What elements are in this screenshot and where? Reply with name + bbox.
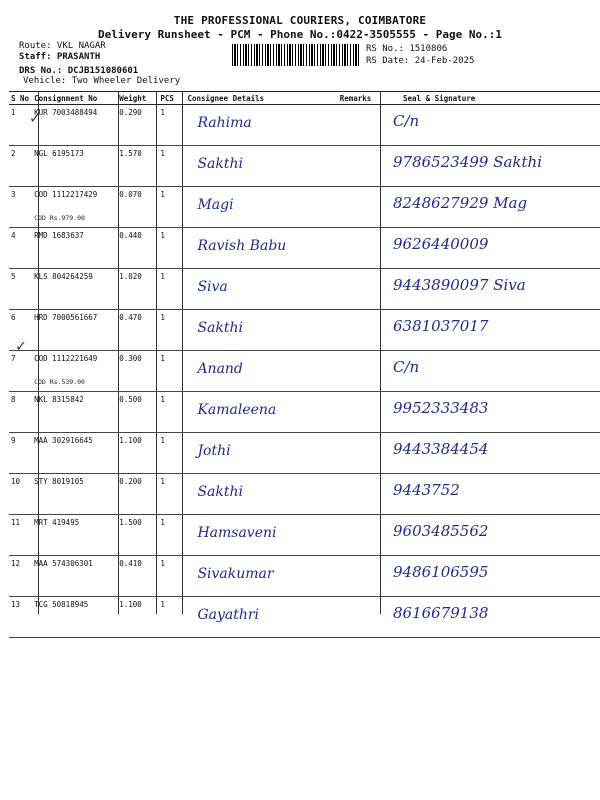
pcs-value: 1 [158, 474, 185, 515]
consignee-details [185, 556, 337, 597]
table-header-row [9, 92, 600, 105]
col-consignee: Consignee Details [185, 92, 337, 105]
row-sno: 4 [9, 228, 32, 269]
weight-value: 1.570 [117, 146, 158, 187]
handwritten-name: Rahima [197, 115, 252, 131]
remarks-cell [338, 146, 381, 187]
remarks-cell [338, 310, 381, 351]
row-sno: 6 [9, 310, 32, 351]
rs-date: RS Date: 24-Feb-2025 [366, 56, 475, 66]
row-sno: 7 [9, 351, 32, 392]
row-sno: 13 [9, 597, 32, 638]
col-seal: Seal & Signature [381, 92, 600, 105]
remarks-cell [338, 474, 381, 515]
pcs-value: 1 [158, 187, 185, 228]
weight-value: 1.100 [117, 597, 158, 638]
weight-value: 1.500 [117, 515, 158, 556]
seal-signature [381, 187, 600, 228]
consignee-details [185, 474, 337, 515]
consignee-details [185, 187, 337, 228]
weight-value: 1.100 [117, 433, 158, 474]
row-sno: 3 [9, 187, 32, 228]
row-sno: 2 [9, 146, 32, 187]
consignee-details [185, 105, 337, 146]
handwritten-signature: 9443890097 Siva [393, 276, 526, 294]
handwritten-signature: 9443752 [393, 481, 460, 499]
company-title: THE PROFESSIONAL COURIERS, COIMBATORE [173, 14, 427, 27]
consignee-details [185, 515, 337, 556]
pcs-value: 1 [158, 146, 185, 187]
seal-signature [381, 597, 600, 638]
consignment-number: MRT 419495 [32, 515, 117, 556]
pcs-value: 1 [158, 228, 185, 269]
consignment-number: HRD 7000561667 [32, 310, 117, 351]
table-row [9, 351, 600, 392]
consignment-number-text: COD 1112221649 [34, 354, 98, 363]
pcs-value: 1 [158, 310, 185, 351]
consignment-number: RMD 1683637 [32, 228, 117, 269]
weight-value: 0.410 [117, 556, 158, 597]
table-row [9, 556, 600, 597]
table-row [9, 433, 600, 474]
table-row [9, 597, 600, 638]
seal-signature [381, 474, 600, 515]
table-row [9, 515, 600, 556]
handwritten-signature: C/n [393, 112, 420, 130]
handwritten-name: Sakthi [197, 484, 243, 500]
remarks-cell [338, 269, 381, 310]
seal-signature [381, 105, 600, 146]
seal-signature [381, 433, 600, 474]
consignee-details [185, 433, 337, 474]
row-sno: 11 [9, 515, 32, 556]
table-row [9, 105, 600, 146]
table-row [9, 474, 600, 515]
runsheet-title: Delivery Runsheet - PCM - Phone No.:0422-3505555 - Page No.:1 [98, 28, 502, 41]
col-consignment: Consignment No [32, 92, 117, 105]
handwritten-name: Sakthi [197, 320, 243, 336]
seal-signature [381, 228, 600, 269]
handwritten-name: Sakthi [197, 156, 243, 172]
handwritten-signature: C/n [393, 358, 420, 376]
pcs-value: 1 [158, 515, 185, 556]
check-mark-icon: ✓ [16, 336, 26, 355]
consignee-details [185, 310, 337, 351]
col-weight: Weight [117, 92, 158, 105]
pcs-value: 1 [158, 597, 185, 638]
barcode-image [232, 44, 360, 66]
consignment-number: TCG 50818945 [32, 597, 117, 638]
handwritten-signature: 9626440009 [393, 235, 489, 253]
rs-number: RS No.: 1510806 [366, 44, 448, 54]
col-pcs: PCS [158, 92, 185, 105]
consignment-number: MAA 302916645 [32, 433, 117, 474]
remarks-cell [338, 187, 381, 228]
col-remarks: Remarks [338, 92, 381, 105]
consignment-number [32, 351, 117, 392]
consignment-number: STY 8019105 [32, 474, 117, 515]
consignment-number: NGL 6195173 [32, 146, 117, 187]
remarks-cell [338, 351, 381, 392]
staff-label: Staff: PRASANTH [19, 52, 101, 62]
remarks-cell [338, 556, 381, 597]
pcs-value: 1 [158, 433, 185, 474]
handwritten-signature: 9786523499 Sakthi [393, 153, 542, 171]
handwritten-signature: 9443384454 [393, 440, 489, 458]
vehicle-label: Vehicle: Two Wheeler Delivery [23, 76, 181, 86]
remarks-cell [338, 392, 381, 433]
handwritten-signature: 9603485562 [393, 522, 489, 540]
row-sno: 5 [9, 269, 32, 310]
remarks-cell [338, 515, 381, 556]
weight-value: 0.290 [117, 105, 158, 146]
handwritten-signature: 9952333483 [393, 399, 489, 417]
remarks-cell [338, 105, 381, 146]
table-row [9, 187, 600, 228]
runsheet-table [9, 91, 600, 638]
seal-signature [381, 146, 600, 187]
handwritten-name: Magi [197, 197, 234, 213]
weight-value: 0.470 [117, 310, 158, 351]
weight-value: 1.020 [117, 269, 158, 310]
seal-signature [381, 392, 600, 433]
consignment-number: KUR 7003488494 [32, 105, 117, 146]
consignee-details [185, 351, 337, 392]
pcs-value: 1 [158, 105, 185, 146]
cod-amount: COD Rs.979.00 [34, 214, 85, 222]
handwritten-signature: 8248627929 Mag [393, 194, 528, 212]
consignment-number-text: COD 1112217429 [34, 190, 98, 199]
weight-value: 0.440 [117, 228, 158, 269]
handwritten-signature: 8616679138 [393, 604, 489, 622]
row-sno: 9 [9, 433, 32, 474]
table-row [9, 392, 600, 433]
consignment-number: KLS 804264259 [32, 269, 117, 310]
pcs-value: 1 [158, 556, 185, 597]
handwritten-signature: 6381037017 [393, 317, 489, 335]
consignee-details [185, 597, 337, 638]
consignee-details [185, 392, 337, 433]
row-sno: 1 [9, 105, 32, 146]
consignee-details [185, 269, 337, 310]
seal-signature [381, 556, 600, 597]
table-row [9, 146, 600, 187]
handwritten-name: Ravish Babu [197, 238, 287, 254]
consignee-details [185, 146, 337, 187]
table-row [9, 269, 600, 310]
check-mark-icon: ✓ [30, 108, 40, 127]
seal-signature [381, 310, 600, 351]
pcs-value: 1 [158, 351, 185, 392]
consignment-number [32, 187, 117, 228]
consignee-details [185, 228, 337, 269]
remarks-cell [338, 228, 381, 269]
consignment-number: MAA 574306301 [32, 556, 117, 597]
handwritten-name: Sivakumar [197, 566, 274, 582]
row-sno: 8 [9, 392, 32, 433]
pcs-value: 1 [158, 269, 185, 310]
handwritten-name: Anand [197, 361, 243, 377]
table-row [9, 310, 600, 351]
seal-signature [381, 269, 600, 310]
remarks-cell [338, 433, 381, 474]
table-row [9, 228, 600, 269]
weight-value: 0.200 [117, 474, 158, 515]
handwritten-name: Jothi [197, 443, 231, 459]
handwritten-name: Kamaleena [197, 402, 277, 418]
handwritten-name: Gayathri [197, 607, 260, 623]
cod-amount: COD Rs.539.00 [34, 378, 85, 386]
remarks-cell [338, 597, 381, 638]
handwritten-signature: 9486106595 [393, 563, 489, 581]
handwritten-name: Hamsaveni [197, 525, 277, 541]
row-sno: 12 [9, 556, 32, 597]
seal-signature [381, 515, 600, 556]
row-sno: 10 [9, 474, 32, 515]
weight-value: 0.300 [117, 351, 158, 392]
weight-value: 0.500 [117, 392, 158, 433]
weight-value: 0.070 [117, 187, 158, 228]
handwritten-name: Siva [197, 279, 228, 295]
col-sno: S No [9, 92, 32, 105]
consignment-number: NKL 8315842 [32, 392, 117, 433]
pcs-value: 1 [158, 392, 185, 433]
route-label: Route: VKL NAGAR [19, 41, 106, 51]
seal-signature [381, 351, 600, 392]
drs-number: DRS No.: DCJB151080601 [19, 66, 139, 76]
